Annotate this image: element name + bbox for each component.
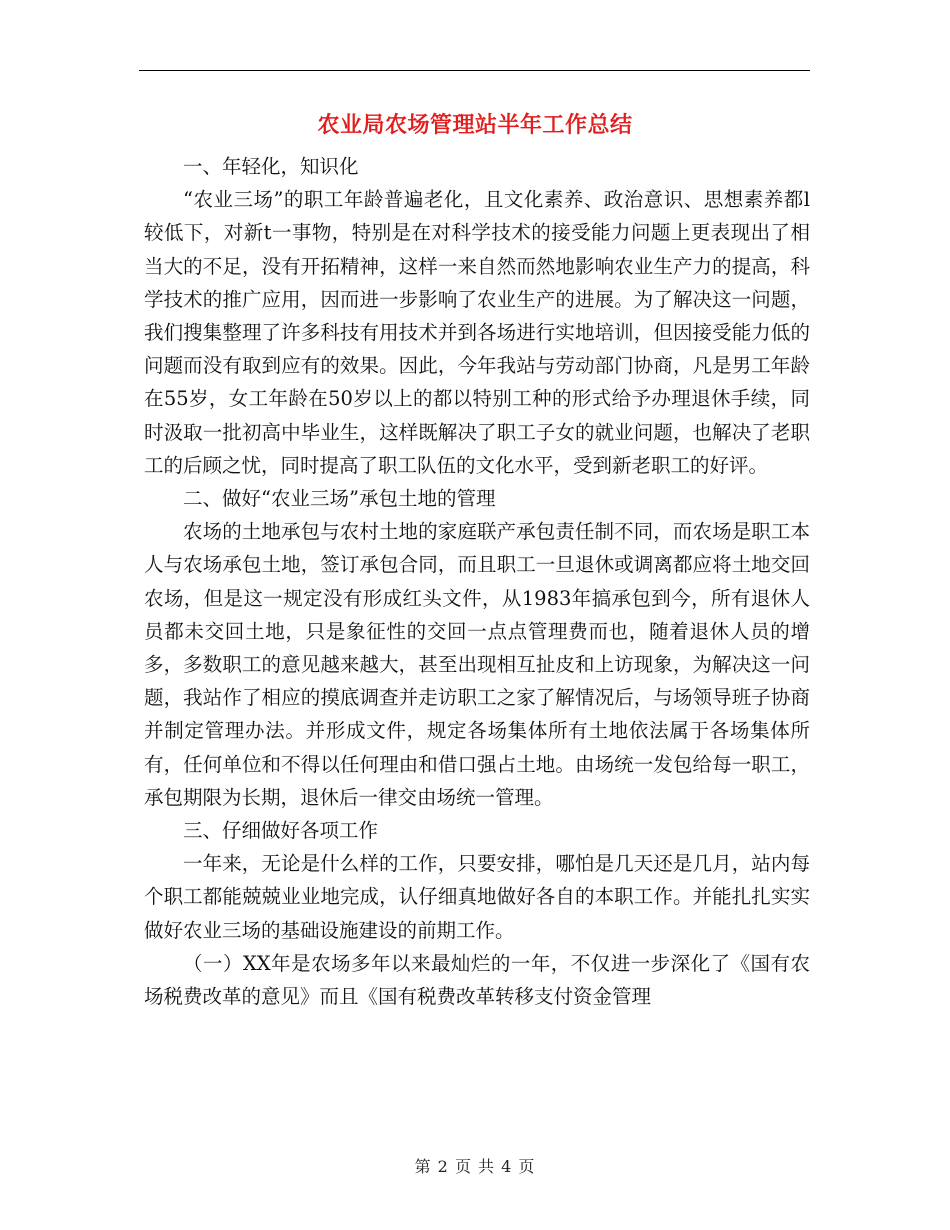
- heading-land-management: 二、做好“农业三场”承包土地的管理: [183, 487, 496, 511]
- document-title: 农业局农场管理站半年工作总结: [317, 112, 633, 138]
- page-footer: 第 2 页 共 4 页: [414, 1157, 536, 1176]
- paragraph-youth-knowledge: “农业三场”的职工年龄普遍老化，且文化素养、政治意识、思想素养都l较低下，对新t一事物，特别是在对科学技术的接受能力问题上更表现出了相当大的不足，没有开拓精神，这样一来自然而然地影响农业生产力的提高，科学技术的推广应用，因而进一步影响了农业生产的进展。为了解决这一问题，我们搜集整理了许多科技有用技术并到各场进行实地培训，但因接受能力低的问题而没有取到应有的效果。因此，今年我站与劳动部门协商，凡是男工年龄在55岁，女工年龄在50岁以上的都以特别工种的形式给予办理退休手续，同时汲取一批初高中毕业生，这样既解决了职工子女的就业问题，也解决了老职工的后顾之忧，同时提高了职工队伍的文化水平，受到新老职工的好评。: [144, 188, 810, 477]
- paragraph-land-management: 农场的土地承包与农村土地的家庭联产承包责任制不同，而农场是职工本人与农场承包土地，签订承包合同，而且职工一旦退休或调离都应将土地交回农场，但是这一规定没有形成红头文件，从1983年搞承包到今，所有退休人员都未交回土地，只是象征性的交回一点点管理费而也，随着退休人员的增多，多数职工的意见越来越大，甚至出现相互扯皮和上访现象，为解决这一问题，我站作了相应的摸底调查并走访职工之家了解情况后，与场领导班子协商并制定管理办法。并形成文件，规定各场集体所有土地依法属于各场集体所有，任何单位和不得以任何理由和借口强占土地。由场统一发包给每一职工，承包期限为长期，退休后一律交由场统一管理。: [144, 520, 810, 809]
- heading-careful-work: 三、仔细做好各项工作: [183, 819, 379, 843]
- header-rule: [139, 70, 810, 71]
- paragraph-careful-work: 一年来，无论是什么样的工作，只要安排，哪怕是几天还是几月，站内每个职工都能兢兢业业地完成，认仔细真地做好各自的本职工作。并能扎扎实实做好农业三场的基础设施建设的前期工作。: [144, 852, 810, 942]
- heading-youth-knowledge: 一、年轻化，知识化: [183, 155, 359, 178]
- document-body: [144, 150, 810, 1013]
- paragraph-subsection-one: （一）XX年是农场多年以来最灿烂的一年，不仅进一步深化了《国有农场税费改革的意见》而且《国有税费改革转移支付资金管理: [144, 951, 810, 1009]
